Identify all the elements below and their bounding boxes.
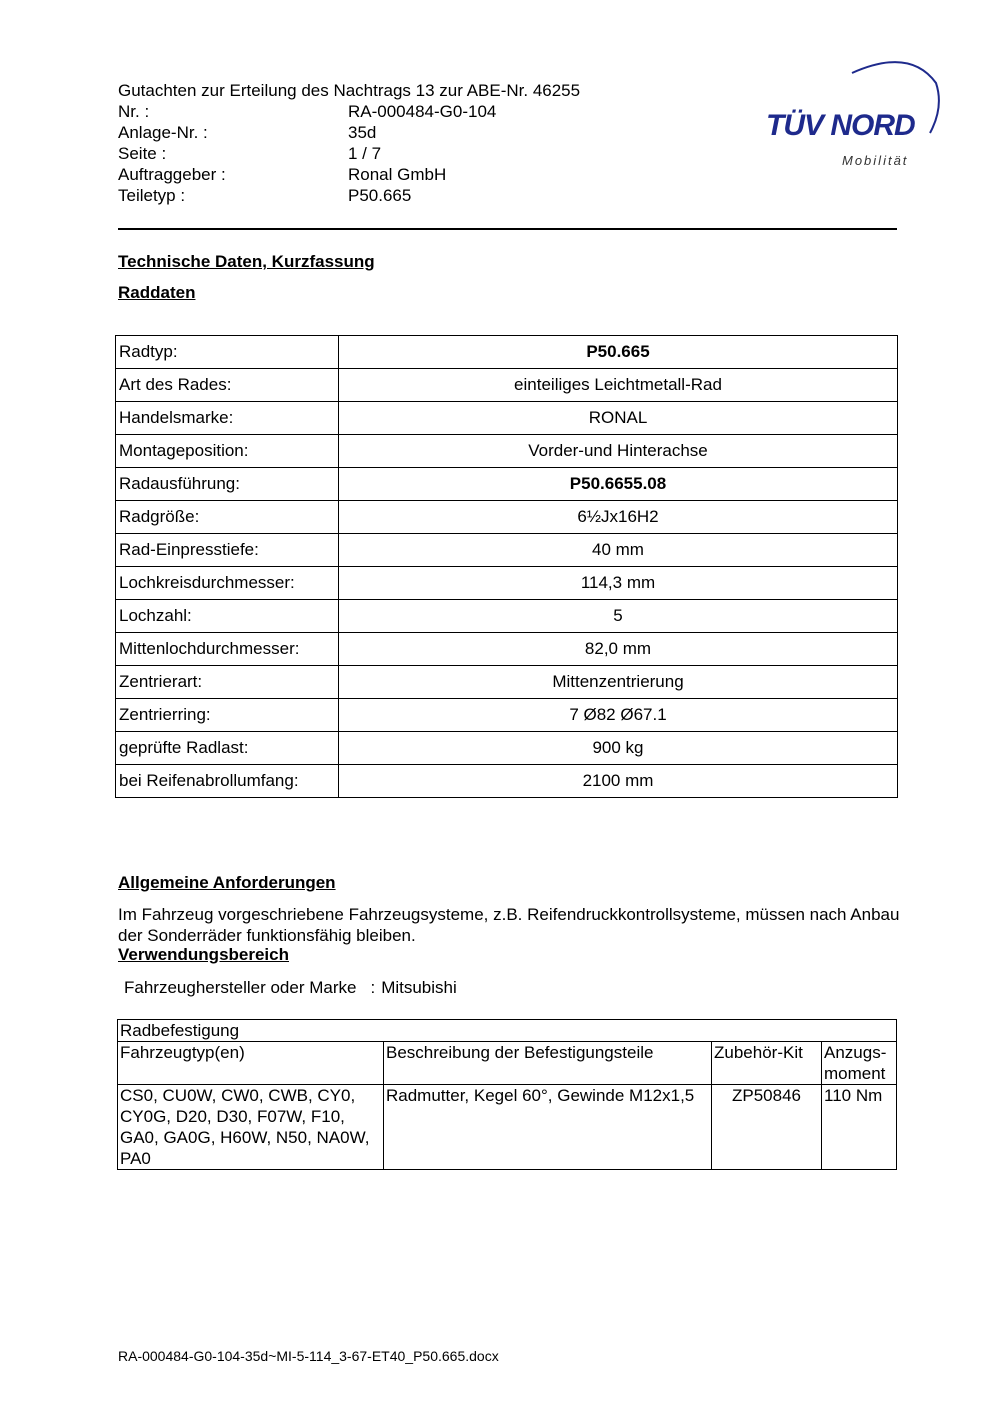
hersteller-sep: : — [370, 978, 376, 997]
table-row — [116, 732, 898, 765]
row-label: Rad-Einpresstiefe: — [116, 534, 339, 567]
heading-raddaten: Raddaten — [118, 283, 196, 302]
header-row-auftraggeber — [118, 164, 446, 185]
row-label: Zentrierart: — [116, 666, 339, 699]
header-label: Teiletyp : — [118, 186, 186, 205]
hersteller-line — [124, 978, 457, 998]
logo-subtitle: Mobilität — [842, 153, 909, 168]
heading-technische-daten: Technische Daten, Kurzfassung — [118, 252, 375, 271]
vehicle-types-cell: CS0, CU0W, CW0, CWB, CY0, CY0G, D20, D30, F07W, F10, GA0, GA0G, H60W, N50, NA0W, PA0 — [118, 1085, 384, 1170]
header-label: Seite : — [118, 144, 167, 163]
radbefestigung-table — [117, 1019, 897, 1170]
footer-filename: RA-000484-G0-104-35d~MI-5-114_3-67-ET40_P50.665.docx — [118, 1348, 499, 1364]
row-label: Handelsmarke: — [116, 402, 339, 435]
row-value: 82,0 mm — [339, 633, 898, 666]
column-header: Beschreibung der Befestigungsteile — [384, 1042, 712, 1085]
row-value: P50.6655.08 — [339, 468, 898, 501]
table-caption: Radbefestigung — [118, 1020, 897, 1042]
column-header: Zubehör-Kit — [712, 1042, 822, 1085]
wheel-data-table — [115, 335, 898, 798]
header-row-nr — [118, 101, 496, 122]
logo-arc-icon — [760, 55, 950, 175]
header-value: 35d — [348, 123, 377, 142]
heading-allgemeine: Allgemeine Anforderungen — [118, 873, 336, 892]
row-value: 114,3 mm — [339, 567, 898, 600]
header-row-teiletyp — [118, 185, 411, 206]
column-header: Fahrzeugtyp(en) — [118, 1042, 384, 1085]
header-label: Nr. : — [118, 102, 150, 121]
logo-brand: TÜV NORD — [766, 109, 915, 142]
row-value: P50.665 — [339, 336, 898, 369]
column-header: Anzugs-moment — [822, 1042, 897, 1085]
kit-cell: ZP50846 — [712, 1085, 822, 1170]
table-row — [116, 369, 898, 402]
row-value: 7 Ø82 Ø67.1 — [339, 699, 898, 732]
row-label: Radausführung: — [116, 468, 339, 501]
heading-verwendungsbereich: Verwendungsbereich — [118, 945, 289, 964]
header-label: Anlage-Nr. : — [118, 123, 208, 142]
row-value: einteiliges Leichtmetall-Rad — [339, 369, 898, 402]
row-value: Vorder-und Hinterachse — [339, 435, 898, 468]
header-value: Ronal GmbH — [348, 165, 447, 184]
header-label: Auftraggeber : — [118, 165, 226, 184]
header-row-anlage — [118, 122, 376, 143]
header-value: P50.665 — [348, 186, 412, 205]
table-header-row — [118, 1042, 897, 1085]
row-label: Art des Rades: — [116, 369, 339, 402]
row-label: Radtyp: — [116, 336, 339, 369]
row-value: 5 — [339, 600, 898, 633]
row-value: Mittenzentrierung — [339, 666, 898, 699]
allgemeine-text: Im Fahrzeug vorgeschriebene Fahrzeugsysteme, z.B. Reifendruckkontrollsysteme, müssen nach Anbau der Sonderräder funktionsfähig bleiben. — [118, 905, 900, 945]
row-value: 2100 mm — [339, 765, 898, 798]
row-label: geprüfte Radlast: — [116, 732, 339, 765]
table-row — [116, 435, 898, 468]
table-row — [116, 600, 898, 633]
table-row — [116, 501, 898, 534]
table-row — [116, 633, 898, 666]
torque-cell: 110 Nm — [822, 1085, 897, 1170]
row-value: 900 kg — [339, 732, 898, 765]
row-label: Lochkreisdurchmesser: — [116, 567, 339, 600]
hersteller-value: Mitsubishi — [381, 978, 457, 997]
row-label: Zentrierring: — [116, 699, 339, 732]
header-divider — [118, 228, 897, 230]
table-row — [116, 336, 898, 369]
description-cell: Radmutter, Kegel 60°, Gewinde M12x1,5 — [384, 1085, 712, 1170]
row-label: bei Reifenabrollumfang: — [116, 765, 339, 798]
row-value: 40 mm — [339, 534, 898, 567]
table-row — [116, 567, 898, 600]
table-row — [116, 534, 898, 567]
hersteller-label: Fahrzeughersteller oder Marke — [124, 978, 357, 997]
tuv-nord-logo — [760, 55, 950, 175]
table-row — [118, 1085, 897, 1170]
table-caption-row — [118, 1020, 897, 1042]
row-value: 6½Jx16H2 — [339, 501, 898, 534]
row-label: Radgröße: — [116, 501, 339, 534]
table-row — [116, 699, 898, 732]
table-row — [116, 468, 898, 501]
row-label: Lochzahl: — [116, 600, 339, 633]
row-label: Montageposition: — [116, 435, 339, 468]
row-value: RONAL — [339, 402, 898, 435]
row-label: Mittenlochdurchmesser: — [116, 633, 339, 666]
report-title: Gutachten zur Erteilung des Nachtrags 13 zur ABE-Nr. 46255 — [118, 81, 581, 100]
header-value: RA-000484-G0-104 — [348, 102, 497, 121]
header-value: 1 / 7 — [348, 144, 382, 163]
table-row — [116, 765, 898, 798]
header-row-seite — [118, 143, 381, 164]
table-row — [116, 402, 898, 435]
table-row — [116, 666, 898, 699]
